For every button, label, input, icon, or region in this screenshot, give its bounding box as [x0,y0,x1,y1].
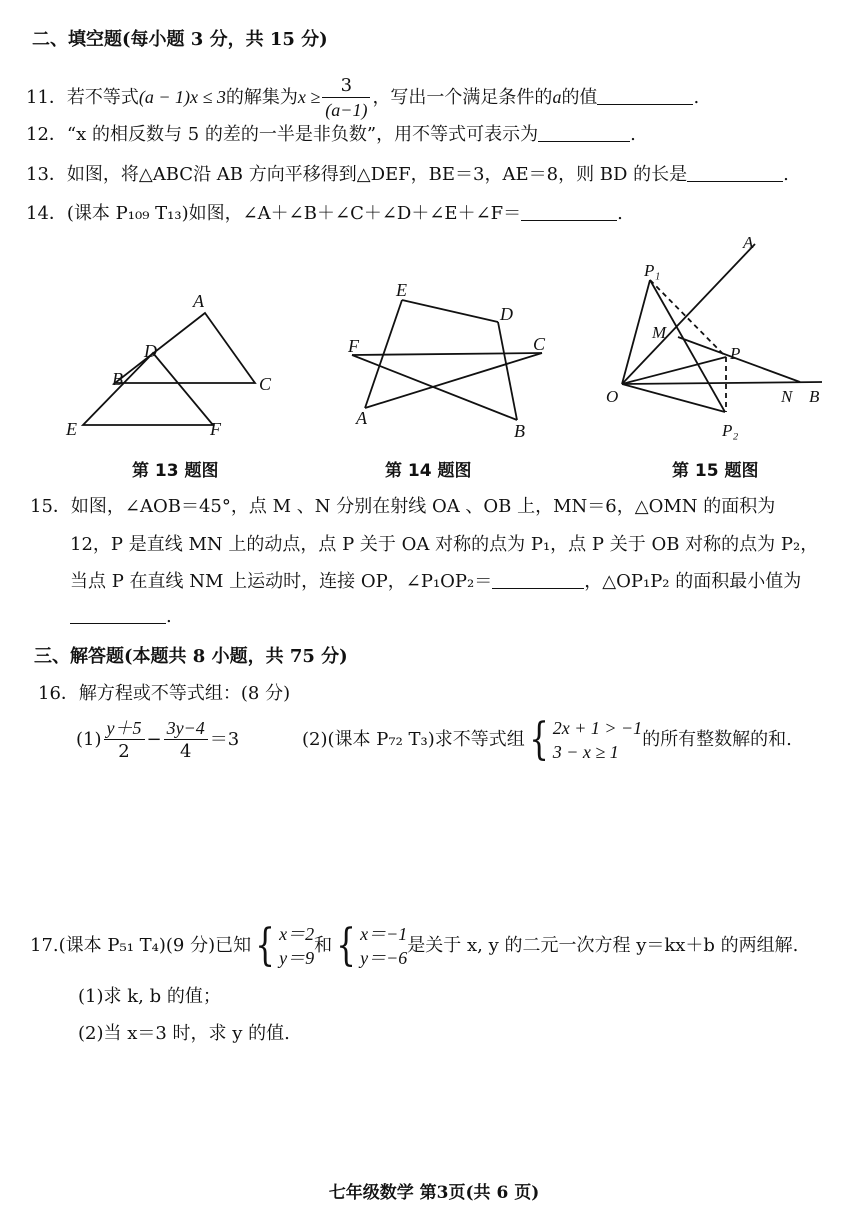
q16-part-1 [76,712,239,768]
q16-minus: − [146,729,162,750]
figure-15 [600,232,840,447]
q17-number: 17. [30,935,59,956]
fig13-label-b: B [112,369,123,389]
q16-part-2 [302,712,792,768]
q13-text: 如图，将△ABC沿 AB 方向平移得到△DEF，BE＝3，AE＝8，则 BD 的长是 [66,164,688,185]
q17-solution-1 [279,922,314,970]
fig13-label-d: D [144,341,157,361]
page-footer: 七年级数学 第3页(共 6 页) [328,1183,540,1203]
fig13-triangle-abc [115,313,255,383]
fig14-line-ed [402,300,498,322]
fig15-label-o: O [606,387,619,406]
q12-text: “x 的相反数与 5 的差的一半是非负数”，用不等式可表示为 [66,124,539,145]
q16-f1-den: 2 [118,740,130,762]
q17-brace-1: { [255,920,275,971]
question-16 [38,682,290,706]
fig14-line-ac [365,353,542,408]
fig13-label-f: F [210,419,221,439]
q14-answer-blank[interactable] [521,202,617,221]
q12-number: 12． [26,124,67,145]
q16-part1-label: (1) [76,729,102,750]
figure-14 [340,280,560,440]
q11-text-b: 的解集为 [225,87,298,108]
fig14-line-db [498,322,517,420]
fig15-segment-op [622,357,726,384]
fig15-label-p1: P₁ [644,261,661,280]
fig15-segment-p1p2 [650,280,725,412]
section-2-title: 二、填空题(每小题 3 分，共 15 分) [32,29,328,50]
q17-part-2: (2)当 x＝3 时，求 y 的值. [78,1023,290,1044]
q16-eq: ＝3 [209,729,240,750]
q17-and: 和 [314,935,333,956]
fig15-ray-ob [622,382,822,384]
fig13-label-a: A [193,291,204,311]
fig15-label-m: M [652,323,667,342]
fig15-label-p: P [730,344,741,363]
fig15-segment-op2 [622,384,725,412]
question-11: 11．若不等式(a − 1)x ≤ 3的解集为x ≥ $\frac{3}{(a-1)}$ ，写出一个满足条件的a的值 . [26,74,700,120]
fig14-line-fb [352,355,517,420]
q16-f2-num: 3y−4 [164,717,208,740]
q17-sol2-line2: y＝−6 [360,948,408,968]
q11-text-c: ，写出一个满足条件的 [372,87,553,108]
q16-number: 16． [38,683,79,704]
q15-angle-blank[interactable] [492,570,584,589]
q11-expr: (a − 1)x ≤ 3 [138,87,226,107]
q14-ref: (课本 P₁₀₉ T₁₃) [66,203,189,224]
q16-sys-line1: 2x + 1 > −1 [552,718,643,738]
fig14-caption: 第 14 题图 [385,461,472,481]
figure-13 [60,285,290,445]
q15-line1: 如图，∠AOB＝45°，点 M 、N 分别在射线 OA 、OB 上，MN＝6，△OMN 的面积为 [70,496,776,517]
fig15-caption: 第 15 题图 [672,461,759,481]
question-15-line-2: 12，P 是直线 MN 上的动点，点 P 关于 OA 对称的点为 P₁，点 P 关于 OB 对称的点为 P₂， [70,534,819,555]
q13-number: 13． [26,164,67,185]
q17-sol1-line1: x＝2 [279,924,315,944]
question-17 [30,918,798,974]
q16-f2-den: 4 [179,740,192,762]
fig13-caption: 第 13 题图 [132,461,219,481]
fig14-line-fc [352,353,542,355]
q15-line3a: 当点 P 在直线 NM 上运动时，连接 OP，∠P₁OP₂＝ [70,571,493,592]
question-15-line-4: . [70,605,172,629]
q11-text-a: 若不等式 [66,87,139,108]
fig14-label-c: C [533,334,546,354]
q11-answer-blank[interactable] [597,86,693,105]
q11-frac-num: 3 [322,75,370,98]
fig15-label-b: B [809,387,820,406]
q17-tail: 是关于 x, y 的二元一次方程 y＝kx＋b 的两组解. [407,935,799,956]
q11-text-d: 的值 [561,87,598,108]
q16-system-brace: { [528,714,549,765]
q17-sol1-line2: y＝9 [279,948,315,968]
fig13-label-e: E [66,419,77,439]
q11-var-a: a [552,87,562,107]
q11-frac-den: (a−1) [325,99,368,120]
q13-answer-blank[interactable] [687,163,783,182]
question-13: 13．如图，将△ABC沿 AB 方向平移得到△DEF，BE＝3，AE＝8，则 BD 的长是 . [26,164,789,185]
fig13-triangle-def [83,353,213,425]
q17-part-1: (1)求 k, b 的值； [78,986,221,1007]
q14-text: 如图，∠A＋∠B＋∠C＋∠D＋∠E＋∠F＝ [188,203,522,224]
question-14: 14．(课本 P₁₀₉ T₁₃)如图，∠A＋∠B＋∠C＋∠D＋∠E＋∠F＝ . [26,203,623,224]
question-15-line-1 [30,495,775,519]
q16-system [553,716,642,764]
q16-fraction-1 [104,717,145,764]
q14-number: 14． [26,203,67,224]
q17-brace-2: { [336,920,356,971]
question-12: 12．“x 的相反数与 5 的差的一半是非负数”，用不等式可表示为 . [26,124,636,145]
q11-x-ge: x ≥ [297,87,321,107]
q11-fraction [322,75,370,122]
q12-answer-blank[interactable] [538,123,630,142]
fig13-label-c: C [259,374,272,394]
q15-area-blank[interactable] [70,605,166,624]
fig15-label-n: N [781,387,793,406]
q16-sys-line2: 3 − x ≥ 1 [552,742,619,762]
fig15-label-a: A [743,233,754,252]
fig14-label-b: B [514,421,525,440]
q17-solution-2 [360,922,407,970]
fig14-label-f: F [348,336,359,356]
fig14-label-d: D [500,304,513,324]
question-15-line-3 [70,570,801,594]
fig14-label-e: E [396,280,407,300]
q16-part2-tail: 的所有整数解的和. [642,729,792,750]
fig15-ray-oa [622,244,755,384]
q16-fraction-2 [164,717,208,764]
q15-number: 15． [30,496,71,517]
q15-line3b: ，△OP₁P₂ 的面积最小值为 [584,571,802,592]
q16-text: 解方程或不等式组：(8 分) [78,683,291,704]
q17-ref: (课本 P₅₁ T₄)(9 分)已知 [58,935,252,956]
fig14-label-a: A [356,408,367,428]
q16-part2-label: (2)(课本 P₇₂ T₃)求不等式组 [302,729,525,750]
q17-sol2-line1: x＝−1 [360,924,408,944]
q16-f1-num: y＋5 [104,717,145,740]
fig15-label-p2: P₂ [722,421,739,440]
section-3-title: 三、解答题(本题共 8 小题，共 75 分) [34,646,348,667]
q11-number: 11． [26,87,67,108]
